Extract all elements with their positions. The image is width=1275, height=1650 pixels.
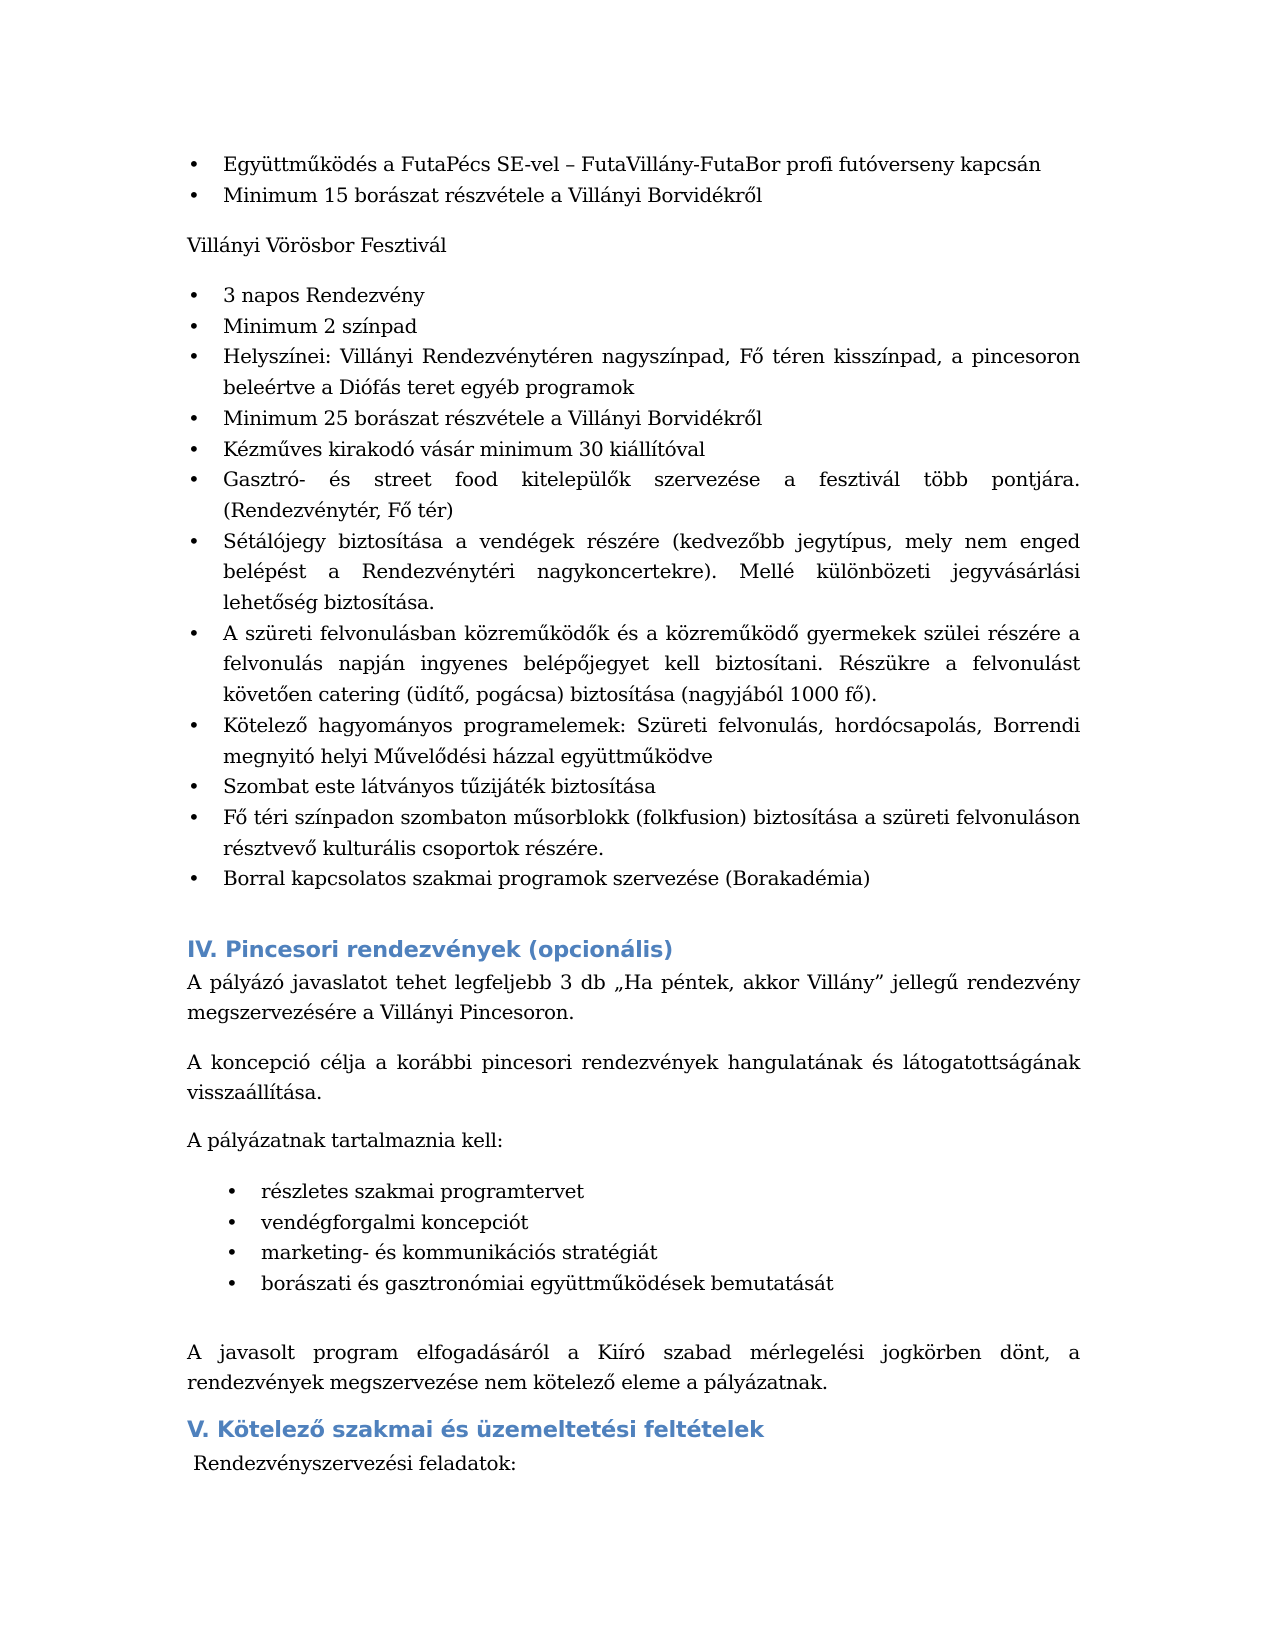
bullet-icon: • [188, 620, 200, 645]
list-item: • Borral kapcsolatos szakmai programok szervezése (Borakadémia) [223, 863, 1080, 894]
list-item: • vendégforgalmi koncepciót [261, 1207, 1080, 1238]
section-heading-iv: IV. Pincesori rendezvények (opcionális) [187, 937, 674, 963]
requirements-list [226, 1176, 1080, 1299]
list-item: • Fő téri színpadon szombaton műsorblokk (folkfusion) biztosítása a szüreti felvonuláson résztvevő kulturális csoportok részére. [223, 802, 1080, 863]
festival-list [188, 280, 1080, 894]
bullet-icon: • [226, 1271, 238, 1296]
list-item: • 3 napos Rendezvény [223, 280, 1080, 311]
list-item: • Gasztró- és street food kitelepülők szervezése a fesztivál több pontjára. (Rendezvénytér, Fő tér) [223, 464, 1080, 525]
bullet-icon: • [188, 528, 200, 553]
bullet-icon: • [226, 1179, 238, 1203]
list-item: • Minimum 2 színpad [223, 311, 1080, 342]
list-item: • Együttműködés a FutaPécs SE-vel – FutaVillány-FutaBor profi futóverseny kapcsán [223, 149, 1080, 180]
bullet-icon: • [226, 1209, 238, 1234]
bullet-icon: • [188, 182, 200, 207]
list-item: • borászati és gasztronómiai együttműködések bemutatását [261, 1268, 1080, 1299]
list-item: • Sétálójegy biztosítása a vendégek részére (kedvezőbb jegytípus, mely nem enged belépést a Rendezvénytéri nagykoncertekre). Mellé különbözeti jegyvásárlási lehetőség biztosítása. [223, 526, 1080, 618]
bullet-icon: • [188, 152, 200, 176]
bullet-icon: • [188, 866, 200, 891]
bullet-icon: • [188, 712, 200, 737]
list-item: • Helyszínei: Villányi Rendezvénytéren nagyszínpad, Fő téren kisszínpad, a pincesoron beleértve a Diófás teret egyéb programok [223, 341, 1080, 402]
list-item: • Szombat este látványos tűzijáték biztosítása [223, 771, 1080, 802]
section-iv-paragraph-4: A javasolt program elfogadásáról a Kiíró szabad mérlegelési jogkörben dönt, a rendezvények megszervezése nem kötelező eleme a pályázatnak. [187, 1340, 1080, 1394]
list-item: • Kézműves kirakodó vásár minimum 30 kiállítóval [223, 434, 1080, 465]
bullet-icon: • [188, 804, 200, 829]
bullet-icon: • [188, 774, 200, 799]
section-iv-paragraph-2: A koncepció célja a korábbi pincesori rendezvények hangulatának és látogatottságának visszaállítása. [187, 1050, 1080, 1104]
section-v-subtitle: Rendezvényszervezési feladatok: [187, 1451, 517, 1475]
bullet-icon: • [188, 344, 200, 369]
bullet-icon: • [188, 313, 200, 338]
section-iv-paragraph-3: A pályázatnak tartalmaznia kell: [187, 1128, 504, 1152]
list-item: • Minimum 15 borászat részvétele a Villányi Borvidékről [223, 180, 1080, 211]
section-heading-v: V. Kötelező szakmai és üzemeltetési feltételek [187, 1417, 764, 1443]
list-item: • marketing- és kommunikációs stratégiát [261, 1237, 1080, 1268]
bullet-icon: • [188, 283, 200, 307]
list-item: • A szüreti felvonulásban közreműködők és a közreműködő gyermekek szülei részére a felvonulás napján ingyenes belépőjegyet kell biztosítani. Részükre a felvonulást követően catering (üdítő, pogácsa) biztosítása (nagyjából 1000 fő). [223, 618, 1080, 710]
section-iv-paragraph-1: A pályázó javaslatot tehet legfeljebb 3 db „Ha péntek, akkor Villány” jellegű rendezvény megszervezésére a Villányi Pincesoron. [187, 970, 1080, 1024]
bullet-icon: • [226, 1240, 238, 1265]
bullet-icon: • [188, 467, 200, 492]
bullet-icon: • [188, 405, 200, 430]
list-item: • Kötelező hagyományos programelemek: Szüreti felvonulás, hordócsapolás, Borrendi megnyitó helyi Művelődési házzal együttműködve [223, 710, 1080, 771]
list-item: • Minimum 25 borászat részvétele a Villányi Borvidékről [223, 403, 1080, 434]
partnership-list [188, 149, 1080, 210]
list-item: • részletes szakmai programtervet [261, 1176, 1080, 1207]
festival-title: Villányi Vörösbor Fesztivál [187, 233, 447, 257]
bullet-icon: • [188, 436, 200, 461]
